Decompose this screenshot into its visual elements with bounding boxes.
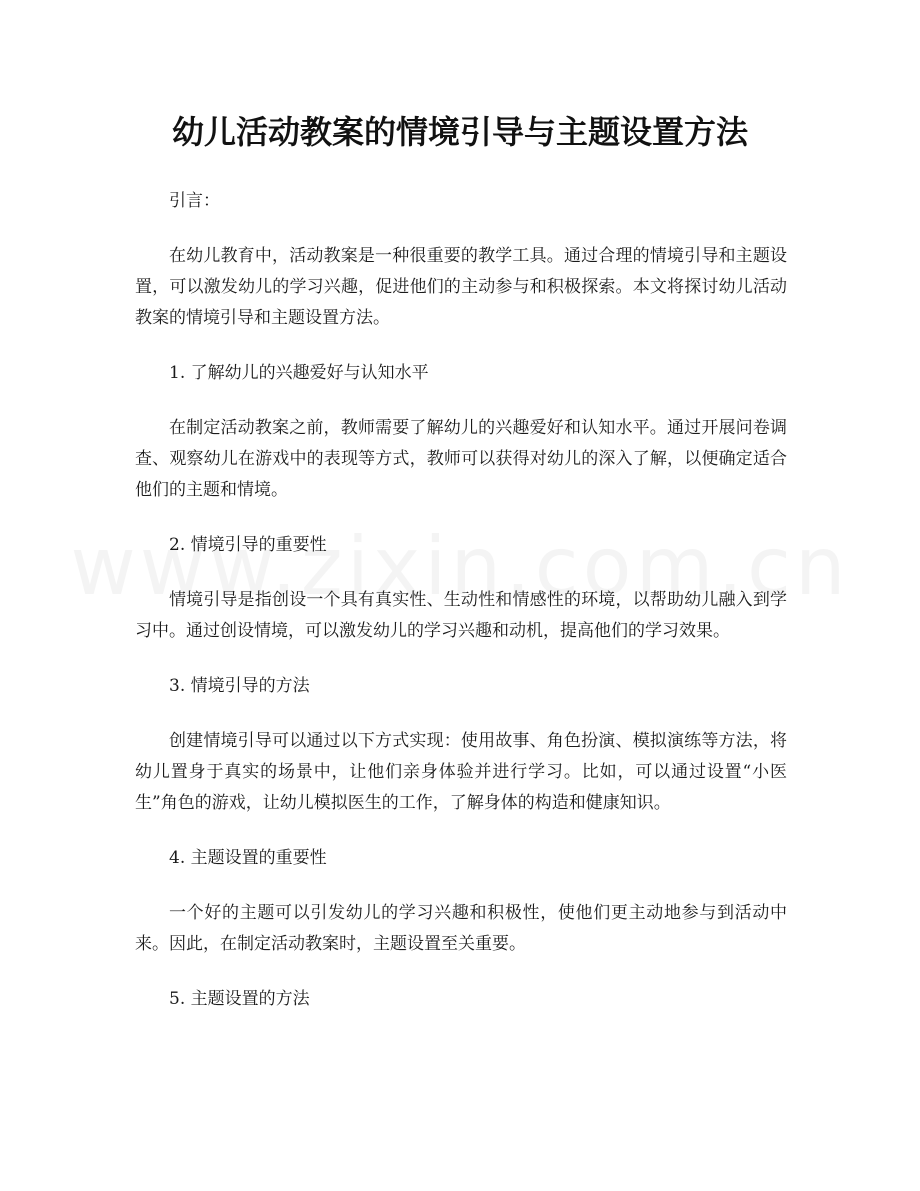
intro-paragraph: 在幼儿教育中，活动教案是一种很重要的教学工具。通过合理的情境引导和主题设置，可以激发幼儿的学习兴趣，促进他们的主动参与和积极探索。本文将探讨幼儿活动教案的情境引导和主题设置方法。 [135,246,787,328]
intro-label: 引言： [169,191,220,211]
section-heading-4: 4. 主题设置的重要性 [169,848,327,868]
section-paragraph-2: 情境引导是指创设一个具有真实性、生动性和情感性的环境，以帮助幼儿融入到学习中。通过创设情境，可以激发幼儿的学习兴趣和动机，提高他们的学习效果。 [135,590,787,641]
document-body [135,186,787,1015]
section-paragraph-1: 在制定活动教案之前，教师需要了解幼儿的兴趣爱好和认知水平。通过开展问卷调查、观察幼儿在游戏中的表现等方式，教师可以获得对幼儿的深入了解，以便确定适合他们的主题和情境。 [135,418,787,500]
section-paragraph-3: 创建情境引导可以通过以下方式实现：使用故事、角色扮演、模拟演练等方法，将幼儿置身于真实的场景中，让他们亲身体验并进行学习。比如，可以通过设置“小医生”角色的游戏，让幼儿模拟医生的工作，了解身体的构造和健康知识。 [135,731,787,813]
section-heading-2: 2. 情境引导的重要性 [169,535,327,555]
section-heading-1: 1. 了解幼儿的兴趣爱好与认知水平 [169,363,429,383]
section-heading-3: 3. 情境引导的方法 [169,676,310,696]
page-title: 幼儿活动教案的情境引导与主题设置方法 [171,113,748,151]
section-heading-5: 5. 主题设置的方法 [169,989,310,1009]
section-paragraph-4: 一个好的主题可以引发幼儿的学习兴趣和积极性，使他们更主动地参与到活动中来。因此，在制定活动教案时，主题设置至关重要。 [135,903,787,954]
